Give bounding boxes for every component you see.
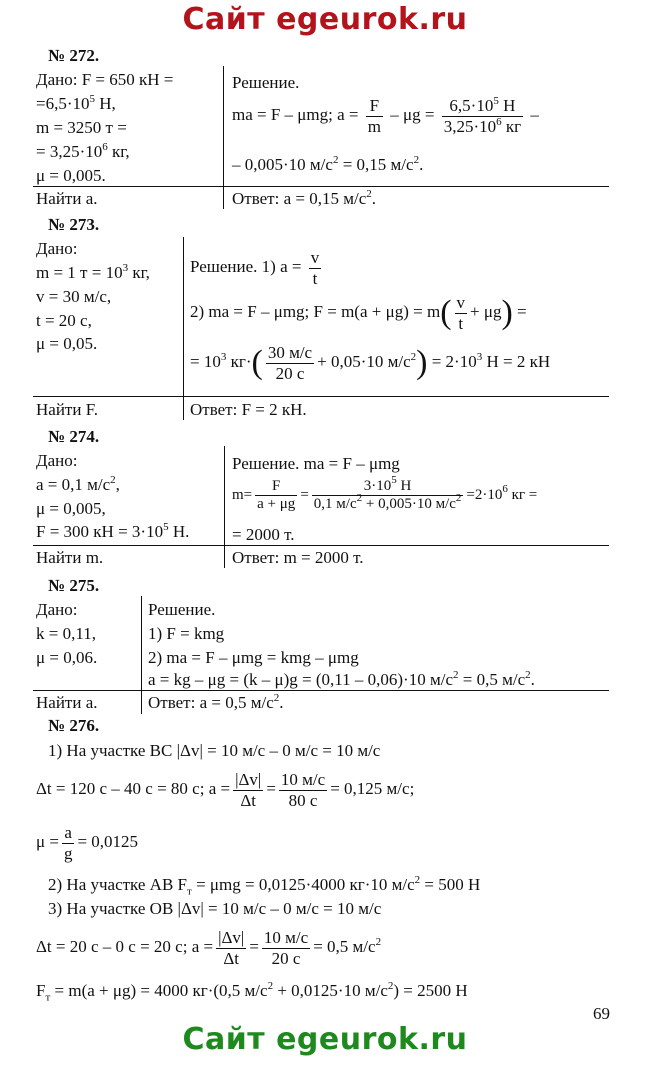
p275-rule — [33, 690, 609, 691]
p272-divider — [223, 66, 224, 209]
p276-line-1: 1) На участке ВС |Δv| = 10 м/с – 0 м/с = 10 м/с — [48, 741, 381, 760]
p272-fraction-values: $\frac{6,5\cdot 10^5 Н}{3,25\cdot 10^6 кг}$ — [443, 95, 522, 136]
p276-fraction-a-g: $\frac{a}{g}$ — [63, 823, 73, 863]
p274-fraction-values: $\frac{3\cdot 10^5 Н}{0,1 м/с^2 + 0,005\cdot 10 м/с^2}$ — [313, 474, 462, 513]
p276-line-2: Δt = 120 с – 40 с = 80 с; a = $\frac{|\Delta v|}{\Delta t}$ = $\frac{10 м/с}{80 с}$ = 0,125 м/с; — [36, 770, 415, 810]
problem-274-title: № 274. — [48, 427, 100, 446]
p273-given-4: μ = 0,05. — [36, 334, 98, 353]
p272-given-4: = $3,25\cdot 10^6$ кг, — [36, 141, 130, 161]
p275-solution-3: a = kg – μg = (k – μ)g = (0,11 – 0,06)·10 $м/с^2 = 0,5$ $м/с^2$. — [148, 669, 535, 689]
p272-given-3: m = 3250 т = — [36, 118, 127, 137]
p272-solution-label: Решение. — [232, 73, 300, 92]
p274-given-2: μ = 0,005, — [36, 499, 106, 518]
p274-divider — [224, 446, 225, 568]
p276-line-3: μ = $\frac{a}{g}$ = 0,0125 — [36, 823, 139, 863]
problem-272-title: № 272. — [48, 46, 100, 65]
p272-given-2: $=6,5\cdot 10^5$ Н, — [36, 93, 116, 113]
p273-given-1: m = 1 $т = 10^3$ кг, — [36, 262, 150, 282]
p273-answer: Ответ: F = 2 кН. — [190, 400, 307, 419]
p276-line-6: Δt = 20 с – 0 с = 20 с; a = $\frac{|\Delta v|}{\Delta t}$ = $\frac{10 м/с}{20 с}$ = 0,5 $м/с^2$ — [36, 928, 382, 968]
p275-given-2: μ = 0,06. — [36, 648, 98, 667]
p276-line-5: 3) На участке ОВ |Δv| = 10 м/с – 0 м/с = 10 м/с — [48, 899, 382, 918]
p272-rule — [33, 186, 609, 187]
p273-given-0: Дано: — [36, 239, 78, 258]
p273-solution-2: 2) ma = F – μmg; F = m(a + μg) = m( $\frac{v}{t}$ + μg) = — [190, 293, 527, 333]
p274-solution-3: = 2000 т. — [232, 525, 295, 544]
p273-fraction-values: $\frac{30 м/с}{20 с}$ — [267, 343, 313, 383]
p273-solution-3: = $10^3$ кг·( $\frac{30 м/с}{20 с}$ + 0,05·10 $м/с^2) = 2\cdot 10^3$ Н = 2 кН — [190, 343, 551, 383]
p274-find: Найти m. — [36, 548, 104, 567]
p273-divider — [183, 237, 184, 420]
p273-fraction-v-t: $\frac{v}{t}$ — [310, 248, 320, 288]
p276-line-7: $F_т = m(a + \mu g) = 4000$ кг·(0,5 $м/с^2 + 0,0125\cdot 10$ $м/с^2) = 2500$ Н — [36, 980, 468, 1004]
p273-given-2: v = 30 м/с, — [36, 287, 112, 306]
p273-solution-1: Решение. 1) a = $\frac{v}{t}$ — [190, 248, 320, 288]
p275-given-1: k = 0,11, — [36, 624, 96, 643]
p272-equation-1: ma = F – μmg; a = $\frac{F}{m}$ – μg = $\frac{6,5\cdot 10^5 Н}{3,25\cdot 10^6 кг}$ – — [232, 95, 539, 136]
site-watermark-top: Сайт egeurok.ru — [182, 2, 468, 37]
p272-given-1: Дано: F = 650 кН = — [36, 70, 174, 89]
p276-line-4: 2) На участке АВ $F_т = \mu mg = 0,0125\cdot 4000$ кг·10 $м/с^2 = 500$ Н — [48, 874, 481, 898]
p274-solution-1: Решение. ma = F – μmg — [232, 454, 400, 473]
p273-fraction-v-t-2: $\frac{v}{t}$ — [456, 293, 466, 333]
problem-275-title: № 275. — [48, 576, 100, 595]
p274-rule — [33, 545, 609, 546]
p273-given-3: t = 20 с, — [36, 311, 92, 330]
p273-rule — [33, 396, 609, 397]
p274-given-3: F = 300 кН = $3\cdot 10^5$ Н. — [36, 521, 190, 541]
p274-answer: Ответ: m = 2000 т. — [232, 548, 364, 567]
p274-given-1: a = 0,1 $м/с^2$, — [36, 474, 120, 494]
p272-fraction-f-m: $\frac{F}{m}$ — [367, 96, 381, 136]
p276-fraction-dv-dt: $\frac{|\Delta v|}{\Delta t}$ — [235, 770, 262, 810]
p275-solution-label: Решение. — [148, 600, 216, 619]
p276-fraction-10-80: $\frac{10 м/с}{80 с}$ — [280, 770, 326, 810]
page-number: 69 — [593, 1004, 610, 1023]
p274-solution-2: m= $\frac{F}{a + \mu g}$ = $\frac{3\cdot 10^5 Н}{0,1 м/с^2 + 0,005\cdot 10 м/с^2}$ $=2\cdot 10^6$ кг = — [232, 474, 538, 513]
problem-273-title: № 273. — [48, 215, 100, 234]
p276-fraction-10-20: $\frac{10 м/с}{20 с}$ — [263, 928, 309, 968]
p272-equation-2: – 0,005·10 $м/с^2 = 0,15$ $м/с^2$. — [232, 154, 424, 174]
p273-find: Найти F. — [36, 400, 99, 419]
p275-given-0: Дано: — [36, 600, 78, 619]
p274-given-0: Дано: — [36, 451, 78, 470]
p272-find: Найти a. — [36, 189, 98, 208]
p274-fraction-f: $\frac{F}{a + \mu g}$ — [257, 478, 296, 513]
p276-fraction-dv-dt-2: $\frac{|\Delta v|}{\Delta t}$ — [218, 928, 245, 968]
p275-solution-2: 2) ma = F – μmg = kmg – μmg — [148, 648, 359, 667]
p275-solution-1: 1) F = kmg — [148, 624, 225, 643]
p275-divider — [141, 596, 142, 714]
site-watermark-bottom: Сайт egeurok.ru — [182, 1022, 468, 1057]
p275-find: Найти a. — [36, 693, 98, 712]
problem-276-title: № 276. — [48, 716, 100, 735]
p272-answer: Ответ: a = 0,15 $м/с^2$. — [232, 188, 376, 208]
p272-given-5: μ = 0,005. — [36, 166, 106, 185]
p275-answer: Ответ: a = 0,5 $м/с^2$. — [148, 692, 284, 712]
